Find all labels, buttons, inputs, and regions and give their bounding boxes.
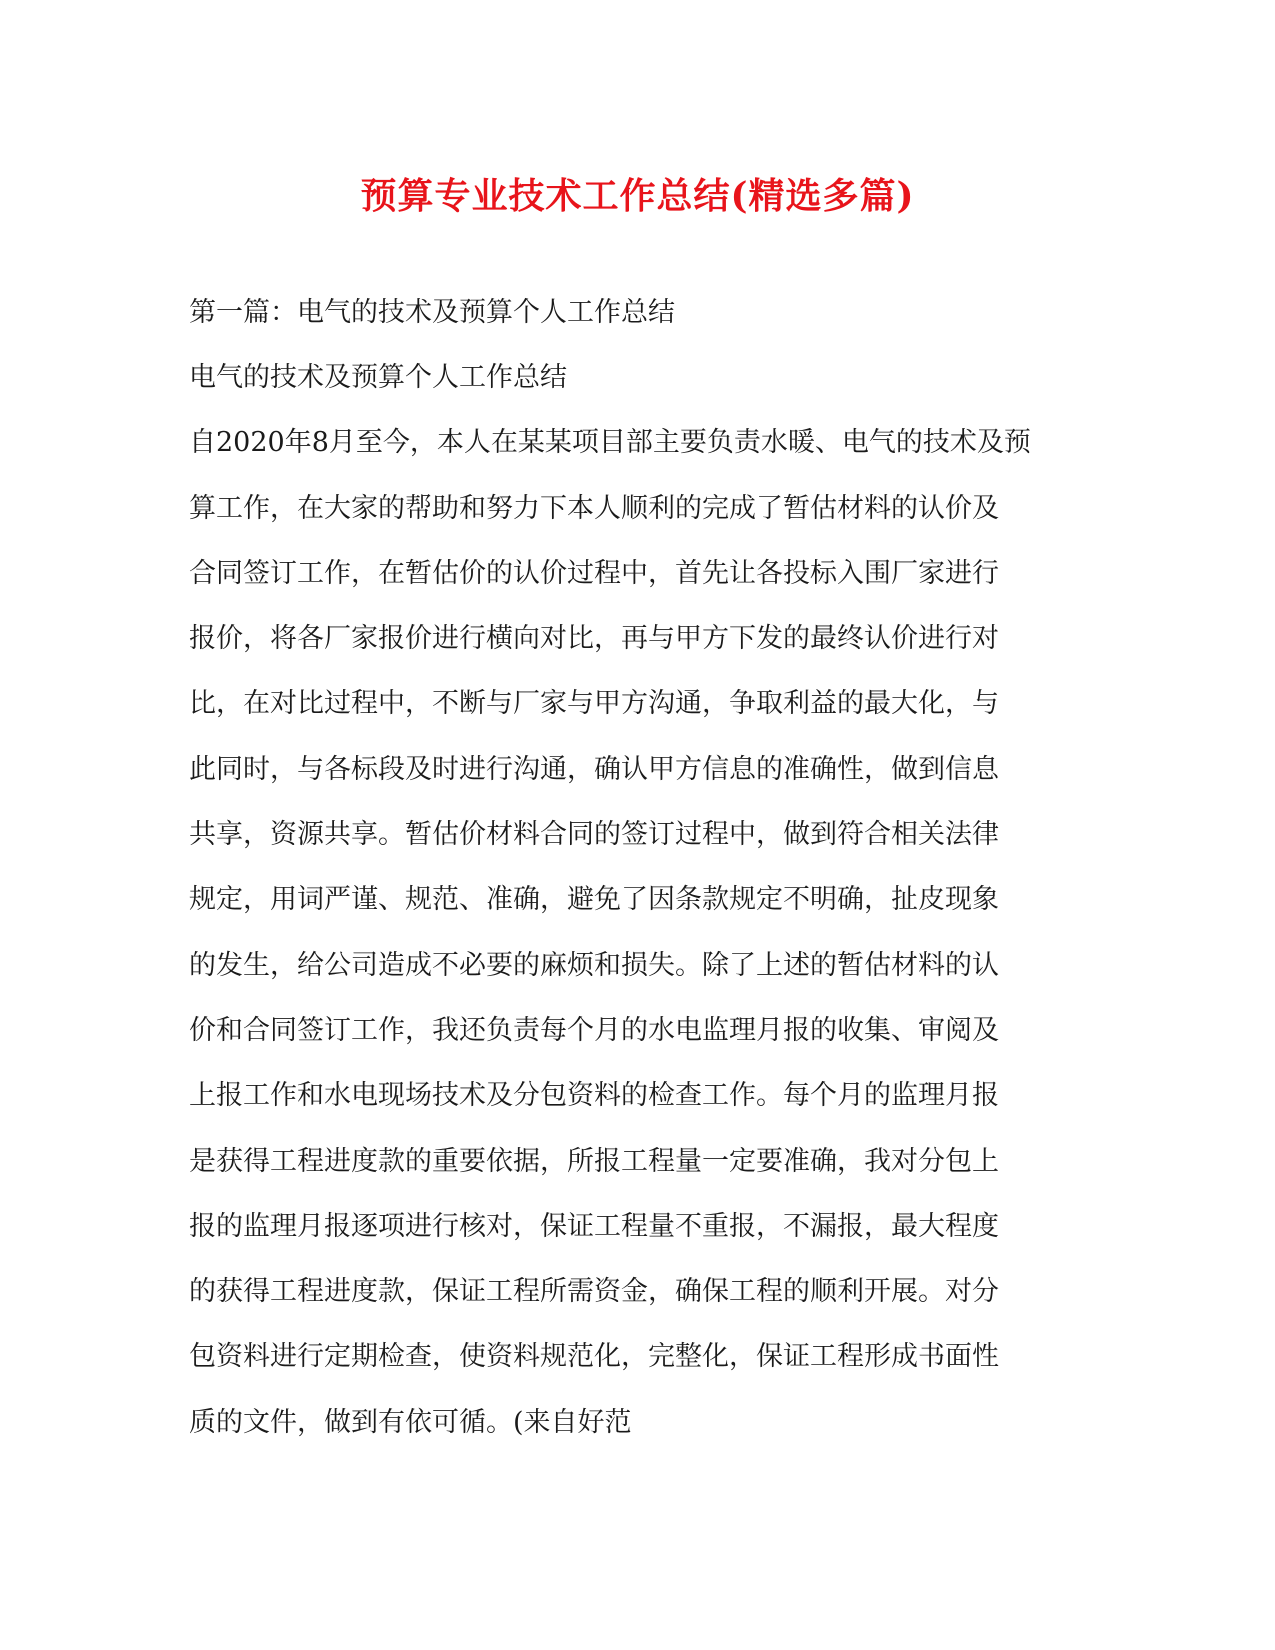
section-subheading: 电气的技术及预算个人工作总结 [189, 362, 567, 393]
document-body [189, 280, 1089, 1455]
body-line: 规定，用词严谨、规范、准确，避免了因条款规定不明确，扯皮现象 [189, 884, 999, 916]
body-line: 算工作，在大家的帮助和努力下本人顺利的完成了暂估材料的认价及 [189, 492, 999, 524]
body-line: 上报工作和水电现场技术及分包资料的检查工作。每个月的监理月报 [189, 1080, 999, 1112]
document-title: 预算专业技术工作总结(精选多篇) [360, 175, 915, 217]
body-line: 的获得工程进度款，保证工程所需资金，确保工程的顺利开展。对分 [189, 1276, 999, 1308]
body-line: 合同签订工作，在暂估价的认价过程中，首先让各投标入围厂家进行 [189, 557, 999, 589]
body-line: 比，在对比过程中，不断与厂家与甲方沟通，争取利益的最大化，与 [189, 688, 999, 720]
body-line: 包资料进行定期检查，使资料规范化，完整化，保证工程形成书面性 [189, 1341, 999, 1373]
body-line: 质的文件，做到有依可循。(来自好范 [189, 1406, 632, 1438]
section-heading: 第一篇：电气的技术及预算个人工作总结 [189, 297, 675, 328]
body-line: 报价，将各厂家报价进行横向对比，再与甲方下发的最终认价进行对 [189, 623, 999, 655]
body-line: 此同时，与各标段及时进行沟通，确认甲方信息的准确性，做到信息 [189, 753, 999, 785]
body-line: 自2020年8月至今，本人在某某项目部主要负责水暖、电气的技术及预 [189, 427, 1031, 459]
body-line: 价和合同签订工作，我还负责每个月的水电监理月报的收集、审阅及 [189, 1014, 999, 1046]
body-line: 报的监理月报逐项进行核对，保证工程量不重报，不漏报，最大程度 [189, 1210, 999, 1242]
body-line: 的发生，给公司造成不必要的麻烦和损失。除了上述的暂估材料的认 [189, 949, 999, 981]
body-line: 共享，资源共享。暂估价材料合同的签订过程中，做到符合相关法律 [189, 819, 999, 851]
body-line: 是获得工程进度款的重要依据，所报工程量一定要准确，我对分包上 [189, 1145, 999, 1177]
